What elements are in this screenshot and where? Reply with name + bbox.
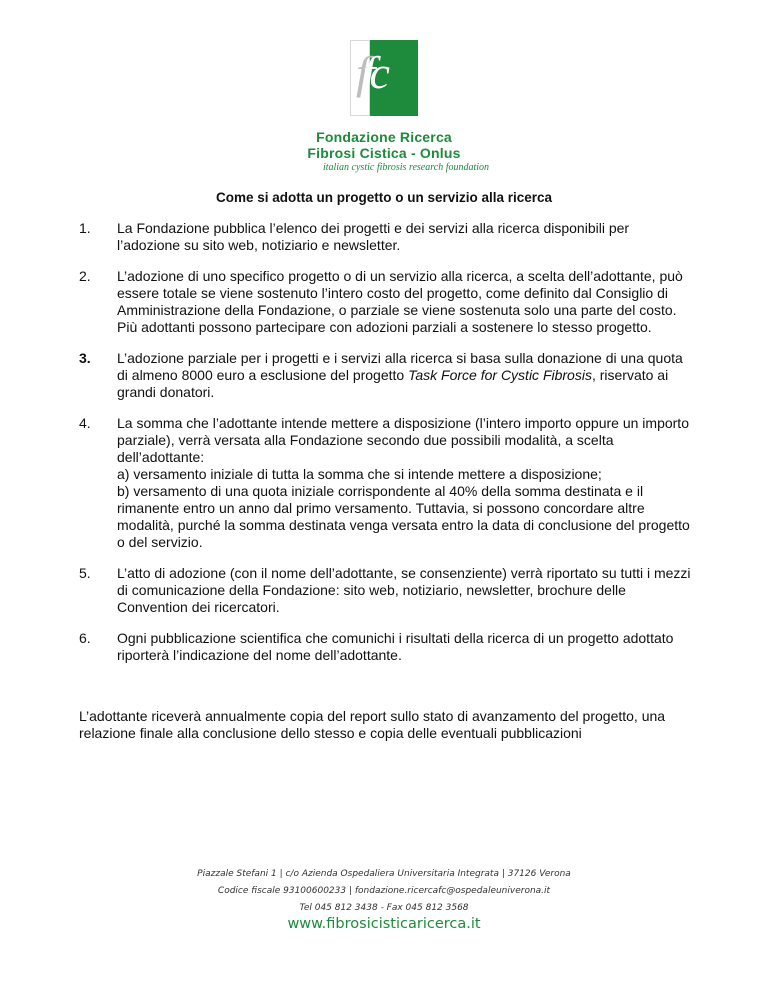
item-text-italic: Task Force for Cystic Fibrosis xyxy=(408,367,592,383)
org-name-line1: Fondazione Ricerca xyxy=(316,129,452,145)
list-item xyxy=(79,630,695,664)
item-text-after: , riservato ai grandi donatori. xyxy=(117,367,669,400)
item-number: 5. xyxy=(79,565,91,581)
list-item xyxy=(79,565,695,616)
item-text: L’adozione di uno specifico progetto o di un servizio alla ricerca, a scelta dell’adottante, può essere totale se viene sostenuto l’intero costo del progetto, come definito dal Consiglio di Amministrazione della Fondazione, o parziale se viene sostenuta solo una parte del costo. Più adottanti possono partecipare con adozioni parziali a sostenere lo stesso progetto. xyxy=(117,268,683,335)
item-number: 1. xyxy=(79,220,91,236)
closing-paragraph: L’adottante riceverà annualmente copia del report sullo stato di avanzamento del progetto, una relazione finale alla conclusione dello stesso e copia delle eventuali pubblicazioni xyxy=(79,708,666,741)
org-tagline: italian cystic fibrosis research foundation xyxy=(322,162,490,173)
item-number: 4. xyxy=(79,415,91,431)
footer-fiscal: Codice fiscale 93100600233 | fondazione.ricercafc@ospedaleuniverona.it xyxy=(217,886,551,896)
item-line: La somma che l’adottante intende mettere a disposizione (l’intero importo oppure un importo parziale), verrà versata alla Fondazione secondo due possibili modalità, a scelta dell’adottante: xyxy=(117,415,689,465)
page-title: Come si adotta un progetto o un servizio alla ricerca xyxy=(215,190,553,205)
steps-list xyxy=(79,220,695,678)
item-number: 3. xyxy=(79,350,91,366)
item-number: 2. xyxy=(79,268,91,284)
ffc-logo xyxy=(350,40,418,116)
item-text-before: L’adozione parziale per i progetti e i servizi alla ricerca si basa sulla donazione di una quota di almeno 8000 euro a esclusione del progetto xyxy=(117,350,683,383)
item-number: 6. xyxy=(79,630,91,646)
item-text: L’atto di adozione (con il nome dell’adottante, se consenziente) verrà riportato su tutti i mezzi di comunicazione della Fondazione: sito web, notiziario, newsletter, brochure delle Convention dei ricercatori. xyxy=(117,565,691,615)
item-text: La Fondazione pubblica l’elenco dei progetti e dei servizi alla ricerca disponibili per l’adozione su sito web, notiziario e newsletter. xyxy=(117,220,630,253)
org-name-line2: Fibrosi Cistica - Onlus xyxy=(307,145,461,161)
logo-mark: ffc xyxy=(356,47,384,98)
item-text: Ogni pubblicazione scientifica che comunichi i risultati della ricerca di un progetto adottato riporterà l’indicazione del nome dell’adottante. xyxy=(117,630,674,663)
list-item xyxy=(79,220,695,254)
list-item xyxy=(79,268,695,336)
footer-phone: Tel 045 812 3438 - Fax 045 812 3568 xyxy=(299,903,469,913)
footer-address: Piazzale Stefani 1 | c/o Azienda Ospedaliera Universitaria Integrata | 37126 Verona xyxy=(197,869,571,879)
item-line: b) versamento di una quota iniziale corrispondente al 40% della somma destinata e il rimanente entro un anno dal primo versamento. Tuttavia, si possono concordare altre modalità, purché la somma destinata venga versata entro la data di conclusione del progetto o del servizio. xyxy=(117,483,690,550)
list-item xyxy=(79,350,695,401)
list-item xyxy=(79,415,695,551)
item-line: a) versamento iniziale di tutta la somma che si intende mettere a disposizione; xyxy=(117,466,602,482)
website-link[interactable]: www.fibrosicisticaricerca.it xyxy=(287,916,481,932)
